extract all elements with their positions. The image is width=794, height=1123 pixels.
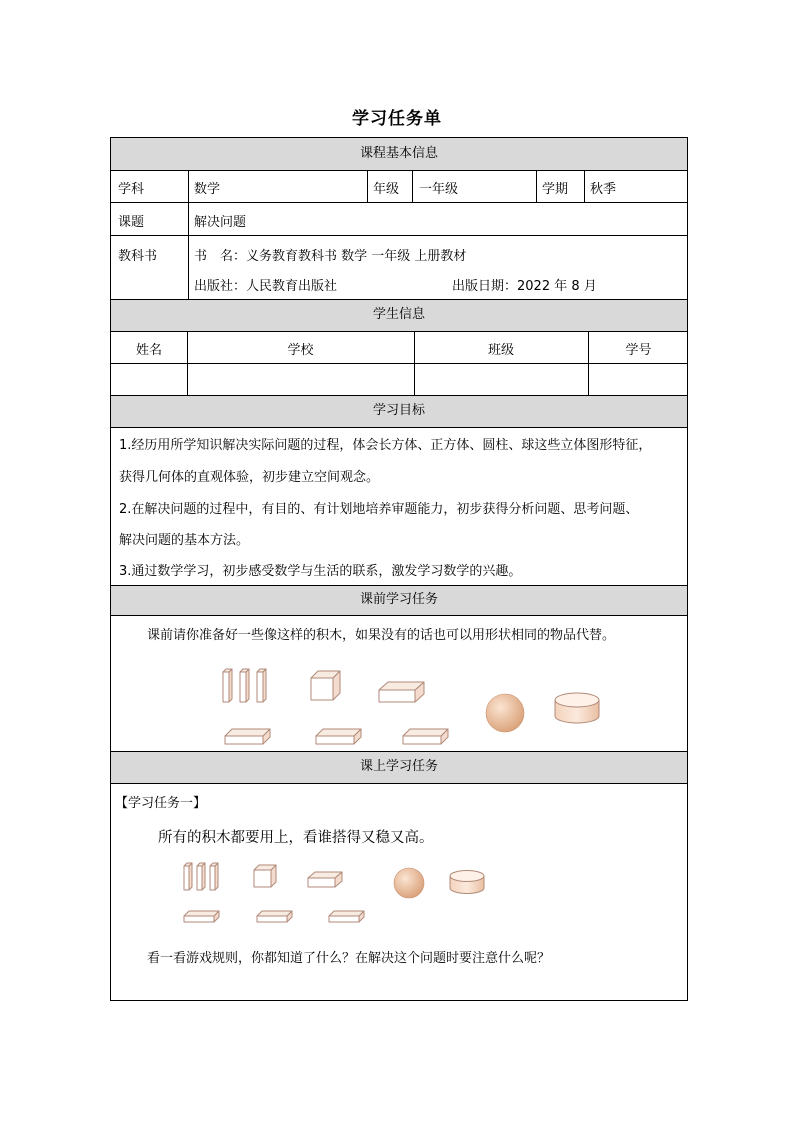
objectives-header: 学习目标 (111, 395, 687, 427)
ball-icon (394, 868, 424, 898)
school-header: 学校 (287, 343, 314, 358)
student-id-header: 学号 (625, 343, 652, 358)
building-blocks-figure (219, 660, 609, 750)
building-blocks-illustration (219, 660, 609, 750)
ball-icon (486, 694, 524, 732)
textbook-label: 教科书 (118, 249, 158, 264)
class-field[interactable] (415, 364, 587, 394)
topic-value: 解决问题 (194, 215, 247, 230)
book-name: 书 名：义务教育教科书 数学 一年级 上册教材 (194, 249, 467, 264)
student-name-header: 姓名 (135, 343, 162, 358)
rule (111, 751, 687, 752)
task-one-label: 【学习任务一】 (115, 796, 207, 811)
publisher: 出版社：人民教育出版社 (194, 279, 338, 294)
school-field[interactable] (188, 364, 413, 394)
task-figure (154, 818, 494, 928)
rule (111, 395, 687, 396)
cylinder-icon (450, 871, 484, 894)
cube-block-icon (311, 671, 340, 700)
term-value: 秋季 (590, 182, 617, 197)
objective-line: 获得几何体的直观体验，初步建立空间观念。 (119, 470, 380, 485)
task-question: 看一看游戏规则，你都知道了什么？在解决这个问题时要注意什么呢？ (147, 951, 551, 966)
rule (111, 427, 687, 428)
grade-value: 一年级 (419, 182, 459, 197)
document-title: 学习任务单 (352, 109, 442, 129)
rule (584, 170, 585, 202)
flat-block-icon (403, 729, 448, 744)
grade-label: 年级 (373, 182, 400, 197)
pre-class-header: 课前学习任务 (111, 585, 687, 615)
rule (536, 170, 537, 202)
rule (111, 331, 687, 332)
cylinder-icon (555, 693, 599, 723)
figure-caption: 所有的积木都要用上，看谁搭得又稳又高。 (158, 830, 434, 846)
student-name-field[interactable] (112, 364, 186, 394)
stick-blocks-icon (184, 863, 218, 890)
flat-block-icon (329, 911, 364, 922)
rule (111, 235, 687, 236)
flat-block-icon (316, 729, 361, 744)
task-blocks-illustration (154, 852, 494, 928)
rule (367, 170, 368, 202)
cuboid-block-icon (379, 682, 424, 702)
course-info-header: 课程基本信息 (111, 138, 687, 170)
rule (111, 299, 687, 300)
rule (188, 170, 189, 299)
rule (111, 615, 687, 616)
cube-block-icon (254, 865, 276, 887)
objective-line: 3.通过数学学习，初步感受数学与生活的联系，激发学习数学的兴趣。 (119, 564, 522, 579)
class-header: 班级 (487, 343, 514, 358)
publication-date: 出版日期：2022 年 8 月 (452, 279, 597, 294)
rule (111, 170, 687, 171)
subject-label: 学科 (118, 182, 145, 197)
rule (111, 585, 687, 586)
topic-label: 课题 (118, 215, 145, 230)
objective-line: 2.在解决问题的过程中，有目的、有计划地培养审题能力，初步获得分析问题、思考问题、 (119, 502, 639, 517)
in-class-header: 课上学习任务 (111, 751, 687, 783)
rule (111, 202, 687, 203)
flat-block-icon (257, 911, 292, 922)
pre-class-instruction: 课前请你准备好一些像这样的积木，如果没有的话也可以用形状相同的物品代替。 (147, 628, 616, 643)
cuboid-block-icon (308, 872, 342, 887)
student-info-header: 学生信息 (111, 299, 687, 331)
rule (111, 783, 687, 784)
rule (412, 170, 413, 202)
flat-block-icon (225, 729, 270, 744)
student-id-field[interactable] (589, 364, 688, 394)
stick-blocks-icon (223, 669, 266, 702)
flat-block-icon (184, 911, 219, 922)
objective-line: 解决问题的基本方法。 (119, 533, 250, 548)
objective-line: 1.经历用所学知识解决实际问题的过程，体会长方体、正方体、圆柱、球这些立体图形特征， (119, 438, 652, 453)
term-label: 学期 (542, 182, 569, 197)
task-sheet-table (110, 137, 688, 1001)
subject-value: 数学 (194, 182, 221, 197)
